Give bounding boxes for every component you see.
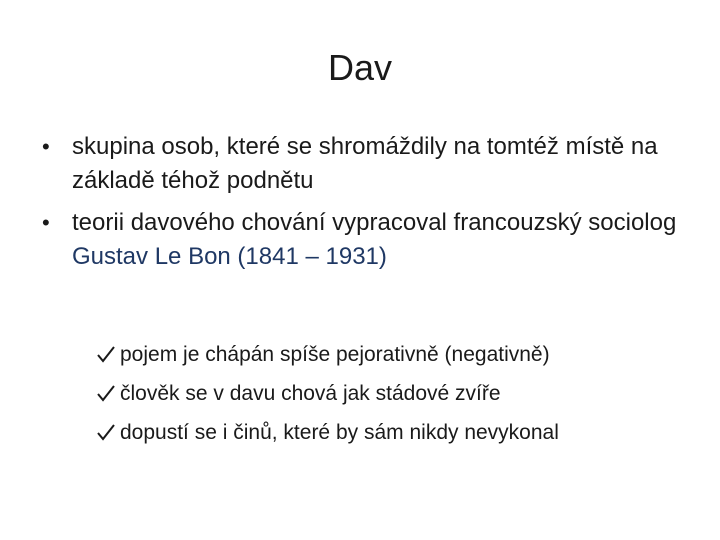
bullet-item [36,206,686,274]
sub-bullet-list [96,338,696,455]
bullet-dot-icon: • [42,134,50,159]
bullet-text: teorii davového chování vypracoval francouzský sociolog [72,209,677,236]
checkmark-icon [96,384,116,404]
checkmark-icon [96,345,116,365]
sub-bullet-item [96,416,696,450]
sub-bullet-item [96,338,696,372]
checkmark-icon [96,423,116,443]
slide-title: Dav [327,47,393,88]
sociologist-name: Gustav Le Bon (1841 – 1931) [72,243,387,270]
sub-bullet-text: pojem je chápán spíše pejorativně (negativně) [120,343,550,366]
bullet-list [36,130,686,282]
sub-bullet-text: dopustí se i činů, které by sám nikdy nevykonal [120,421,559,444]
bullet-item [36,130,686,198]
sub-bullet-item [96,377,696,411]
bullet-dot-icon: • [42,210,50,235]
sub-bullet-text: člověk se v davu chová jak stádové zvíře [120,382,501,405]
bullet-text: skupina osob, které se shromáždily na tomtéž místě na základě téhož podnětu [72,133,658,194]
